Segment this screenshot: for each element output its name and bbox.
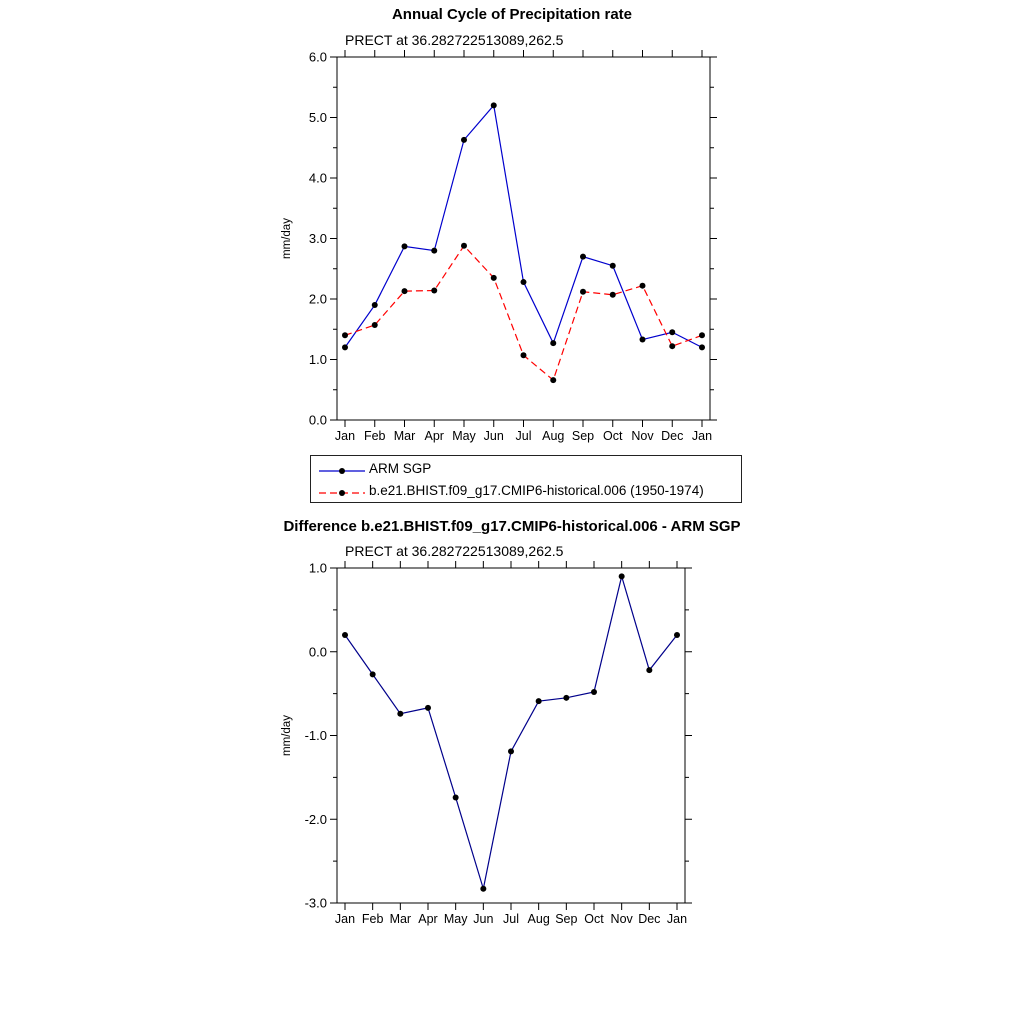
svg-text:1.0: 1.0 — [308, 560, 327, 576]
svg-text:Oct: Oct — [603, 429, 623, 443]
svg-text:Oct: Oct — [584, 912, 604, 926]
annual-cycle-chart-subtitle: PRECT at 36.282722513089,262.5 — [345, 32, 564, 48]
svg-text:2.0: 2.0 — [308, 291, 327, 307]
svg-text:Jun: Jun — [483, 429, 504, 443]
svg-text:Jan: Jan — [334, 912, 356, 926]
svg-text:-2.0: -2.0 — [304, 811, 327, 827]
legend-line-sample-arm-sgp — [319, 463, 365, 473]
difference-chart-title: Difference b.e21.BHIST.f09_g17.CMIP6-historical.006 - ARM SGP — [283, 518, 741, 535]
svg-text:-3.0: -3.0 — [304, 895, 327, 911]
svg-text:5.0: 5.0 — [308, 110, 327, 126]
svg-text:0.0: 0.0 — [308, 644, 327, 660]
svg-text:Apr: Apr — [418, 912, 438, 926]
svg-text:Jan: Jan — [334, 429, 356, 443]
svg-text:Sep: Sep — [555, 912, 578, 926]
svg-text:Jan: Jan — [691, 429, 713, 443]
annual-cycle-chart — [260, 50, 740, 452]
legend-item-model — [319, 479, 741, 501]
svg-text:Mar: Mar — [389, 912, 412, 926]
annual-cycle-chart-title: Annual Cycle of Precipitation rate — [391, 6, 633, 23]
svg-text:mm/day: mm/day — [281, 715, 293, 756]
svg-text:Feb: Feb — [361, 912, 384, 926]
legend-item-arm-sgp — [319, 457, 741, 479]
svg-text:mm/day: mm/day — [281, 218, 293, 259]
svg-text:Feb: Feb — [363, 429, 386, 443]
difference-chart-subtitle: PRECT at 36.282722513089,262.5 — [345, 543, 564, 559]
svg-text:Sep: Sep — [571, 429, 595, 443]
svg-text:May: May — [443, 912, 468, 926]
legend-label-arm-sgp: ARM SGP — [369, 460, 432, 476]
svg-text:3.0: 3.0 — [308, 231, 327, 247]
legend-label-model: b.e21.BHIST.f09_g17.CMIP6-historical.006 (1950-1974) — [369, 482, 704, 498]
svg-text:May: May — [452, 429, 476, 443]
svg-text:Jun: Jun — [473, 912, 494, 926]
svg-text:Dec: Dec — [661, 429, 684, 443]
svg-text:Aug: Aug — [527, 912, 550, 926]
svg-text:-1.0: -1.0 — [304, 728, 327, 744]
svg-text:Jul: Jul — [515, 429, 532, 443]
svg-text:4.0: 4.0 — [308, 170, 327, 186]
legend — [310, 455, 742, 503]
svg-text:Jan: Jan — [666, 912, 688, 926]
svg-text:Jul: Jul — [503, 912, 519, 926]
svg-text:Dec: Dec — [638, 912, 661, 926]
legend-line-sample-model — [319, 485, 365, 495]
svg-text:6.0: 6.0 — [308, 50, 327, 65]
difference-chart — [260, 560, 740, 950]
svg-text:Nov: Nov — [610, 912, 633, 926]
svg-text:Mar: Mar — [393, 429, 416, 443]
svg-text:Apr: Apr — [424, 429, 444, 443]
svg-text:Nov: Nov — [631, 429, 654, 443]
svg-text:Aug: Aug — [542, 429, 565, 443]
svg-text:0.0: 0.0 — [308, 412, 327, 428]
svg-text:1.0: 1.0 — [308, 352, 327, 368]
